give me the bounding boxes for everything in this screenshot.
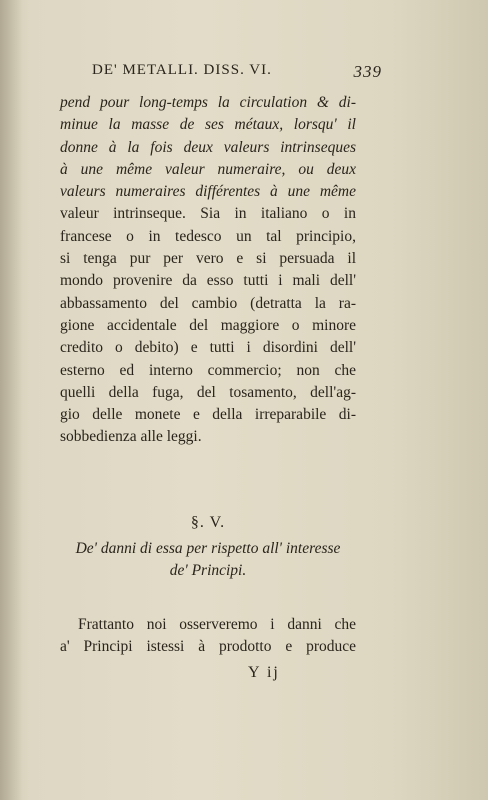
paragraph-2 [60, 614, 356, 659]
gutter-shadow [0, 0, 22, 800]
section-heading: §. V. [190, 514, 226, 531]
text-line: sobbedienza alle leggi. [60, 428, 202, 446]
text-line: abbassamento del cambio (detratta la ra- [60, 294, 356, 312]
text-line: mondo provenire da esso tutti i mali dell' [60, 272, 356, 290]
text-line: pend pour long-temps la circulation & di- [60, 94, 356, 111]
section-subtitle [60, 538, 356, 582]
page-number: 339 [353, 62, 382, 81]
running-title: DE' METALLI. DISS. VI. [92, 62, 272, 78]
text-line: credito o debito) e tutti i disordini dell' [60, 339, 356, 357]
subtitle-line: De' danni di essa per rispetto all' interesse [75, 540, 341, 557]
paragraph-1 [60, 92, 356, 449]
text-line: esterno ed interno commercio; non che [60, 361, 356, 379]
running-head [92, 62, 382, 82]
text-line: gione accidentale del maggiore o minore [60, 316, 356, 334]
text-line: minue la masse de ses métaux, lorsqu' il [60, 116, 356, 134]
text-line: Frattanto noi osserveremo i danni che [78, 616, 356, 633]
subtitle-line: de' Principi. [169, 562, 247, 579]
text-line: francese o in tedesco un tal principio, [60, 227, 356, 245]
text-line: gio delle monete e della irreparabile di- [60, 406, 356, 424]
text-line: si tenga pur per vero e si persuada il [60, 250, 356, 268]
text-line: à une même valeur numeraire, ou deux [60, 160, 356, 178]
signature-mark: Y ij [248, 664, 280, 681]
text-line: quelli della fuga, del tosamento, dell'ag- [60, 383, 356, 401]
text-line: a' Principi istessi à prodotto e produce [60, 638, 356, 656]
text-line: valeurs numeraires différentes à une même [60, 183, 356, 201]
text-line: valeur intrinseque. Sia in italiano o in [60, 205, 356, 223]
text-line: donne à la fois deux valeurs intrinseques [60, 138, 356, 156]
